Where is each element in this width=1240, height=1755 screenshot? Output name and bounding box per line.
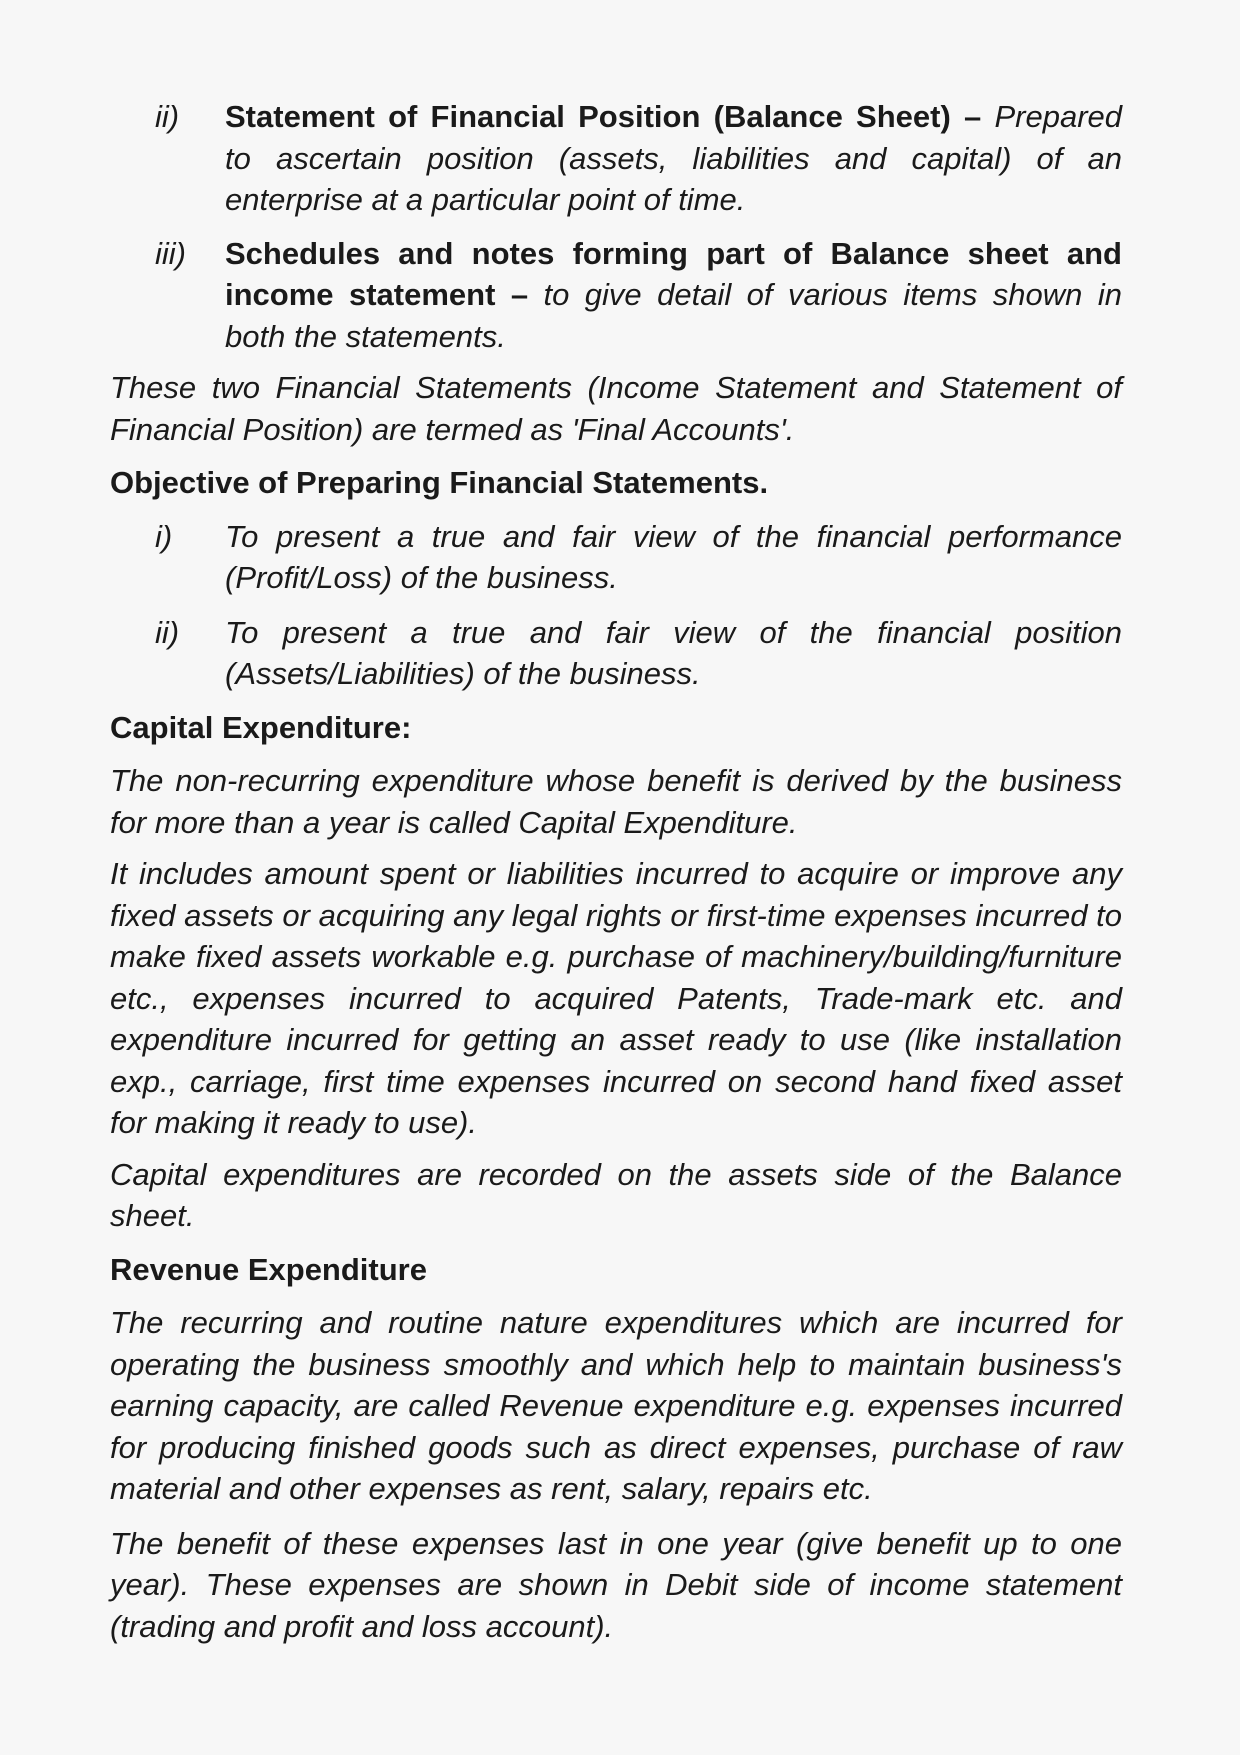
list-number: ii): [155, 614, 180, 650]
objective-item-position: [110, 612, 1122, 695]
capital-expenditure-details: It includes amount spent or liabilities incurred to acquire or improve any fixed assets or acquiring any legal rights or first-time expenses incurred to make fixed assets workable e.g. purchase of machinery/building/furniture etc., expenses incurred to acquired Patents, Trade-mark etc. and expenditure incurred for getting an asset ready to use (like installation exp., carriage, first time expenses incurred on second hand fixed asset for making it ready to use).: [110, 856, 1122, 1140]
objectives-heading: Objective of Preparing Financial Statements.: [110, 465, 769, 500]
final-accounts-note: These two Financial Statements (Income Statement and Statement of Financial Position) are termed as 'Final Accounts'.: [110, 370, 1122, 447]
list-item-schedules-notes: [110, 233, 1122, 358]
revenue-expenditure-definition: The recurring and routine nature expenditures which are incurred for operating the business smoothly and which help to maintain business's earning capacity, are called Revenue expenditure e.g. expenses incurred for producing finished goods such as direct expenses, purchase of raw material and other expenses as rent, salary, repairs etc.: [110, 1305, 1122, 1506]
list-number: ii): [155, 99, 180, 134]
list-item-description: to give detail of various items shown in both the statements.: [225, 277, 1122, 354]
document-page: [110, 96, 1122, 1647]
capital-expenditure-heading: Capital Expenditure:: [110, 709, 412, 745]
revenue-expenditure-benefit: The benefit of these expenses last in one year (give benefit up to one year). These expenses are shown in Debit side of income statement (trading and profit and loss account).: [110, 1525, 1122, 1644]
objective-item-performance: [110, 516, 1122, 599]
revenue-expenditure-heading: Revenue Expenditure: [110, 1251, 427, 1287]
list-number: iii): [155, 235, 186, 271]
list-item-description: Prepared to ascertain position (assets, liabilities and capital) of an enterprise at a particular point of time.: [225, 99, 1122, 217]
list-item-title: Statement of Financial Position (Balance Sheet) –: [225, 99, 982, 134]
list-item-balance-sheet: [110, 96, 1122, 221]
capital-expenditure-recording: Capital expenditures are recorded on the assets side of the Balance sheet.: [110, 1156, 1122, 1233]
objective-text: To present a true and fair view of the financial performance (Profit/Loss) of the business.: [225, 518, 1122, 595]
capital-expenditure-definition: The non-recurring expenditure whose benefit is derived by the business for more than a year is called Capital Expenditure.: [110, 763, 1122, 840]
objective-text: To present a true and fair view of the financial position (Assets/Liabilities) of the business.: [225, 614, 1122, 691]
list-item-title: Schedules and notes forming part of Balance sheet and income statement –: [225, 235, 1122, 312]
list-number: i): [155, 518, 173, 554]
